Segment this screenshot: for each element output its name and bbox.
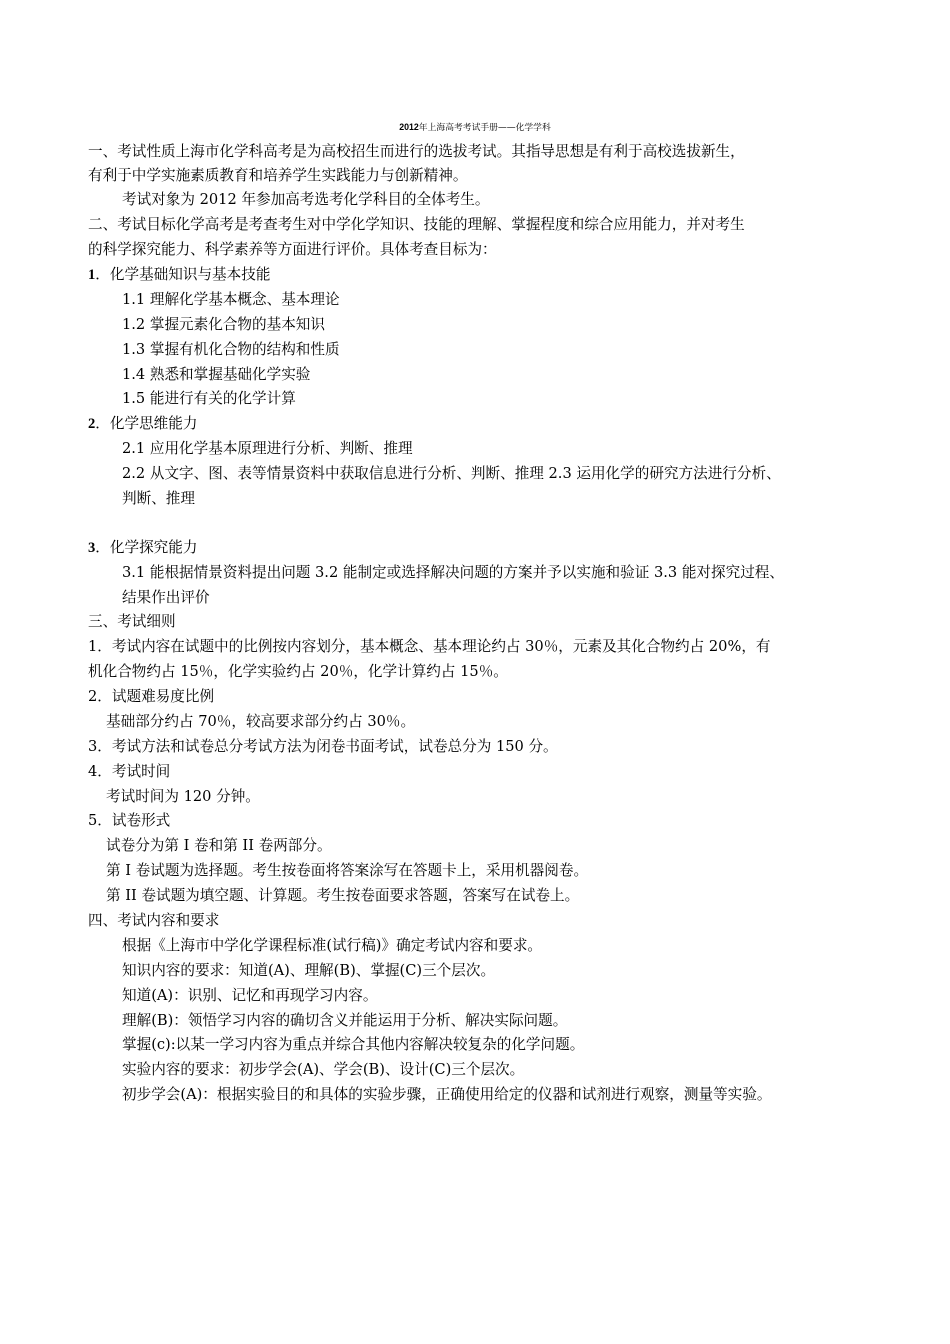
sec3-p1a: 1．考试内容在试题中的比例按内容划分，基本概念、基本理论约占 30％，元素及其化合物约占 20%，有 [88, 638, 771, 655]
sec4-line5: 掌握(c):以某一学习内容为重点并综合其他内容解决较复杂的化学问题。 [122, 1036, 585, 1053]
sec1-line3: 考试对象为 2012 年参加高考选考化学科目的全体考生。 [122, 191, 490, 208]
sec2-line1: 二、考试目标化学高考是考查考生对中学化学知识、技能的理解、掌握程度和综合应用能力，并对考生 [88, 216, 745, 233]
sec3-p3: 3．考试方法和试卷总分考试方法为闭卷书面考试，试卷总分为 150 分。 [88, 738, 558, 755]
goal1-item3: 1.3 掌握有机化合物的结构和性质 [122, 341, 340, 358]
goal1-heading [88, 265, 270, 285]
sec4-line3: 知道(A)：识别、记忆和再现学习内容。 [122, 987, 378, 1004]
goal3-item1b: 结果作出评价 [122, 589, 210, 606]
sec3-p5a: 试卷分为第 I 卷和第 II 卷两部分。 [106, 837, 332, 854]
sec4-line2: 知识内容的要求：知道(A)、理解(B)、掌握(C)三个层次。 [122, 962, 496, 979]
goal1-item1: 1.1 理解化学基本概念、基本理论 [122, 291, 340, 308]
sec3-p4: 4．考试时间 [88, 763, 171, 780]
sec3-p4b: 考试时间为 120 分钟。 [106, 788, 260, 805]
sec4-line4: 理解(B)：领悟学习内容的确切含义并能运用于分析、解决实际问题。 [122, 1012, 568, 1029]
sec3-p2b: 基础部分约占 70％，较高要求部分约占 30％。 [106, 713, 416, 730]
goal1-number: 1 [88, 267, 96, 283]
goal1-item4: 1.4 熟悉和掌握基础化学实验 [122, 366, 311, 383]
sec4-line7: 初步学会(A)：根据实验目的和具体的实验步骤，正确使用给定的仪器和试剂进行观察，测量等实验。 [122, 1086, 772, 1103]
goal1-title: ．化学基础知识与基本技能 [95, 266, 271, 283]
goal3-number: 3 [88, 540, 96, 556]
sec2-line2: 的科学探究能力、科学素养等方面进行评价。具体考查目标为： [88, 241, 497, 258]
goal2-item2b: 判断、推理 [122, 490, 195, 507]
sec4-line6: 实验内容的要求：初步学会(A)、学会(B)、设计(C)三个层次。 [122, 1061, 525, 1078]
goal3-title: ．化学探究能力 [95, 539, 198, 556]
goal2-number: 2 [88, 416, 96, 432]
goal2-item2a: 2.2 从文字、图、表等情景资料中获取信息进行分析、判断、推理 2.3 运用化学的研究方法进行分析、 [122, 465, 781, 482]
sec3-heading: 三、考试细则 [88, 613, 176, 630]
sec3-p5b: 第 I 卷试题为选择题。考生按卷面将答案涂写在答题卡上，采用机器阅卷。 [106, 862, 589, 879]
sec3-p5: 5．试卷形式 [88, 812, 171, 829]
goal3-heading [88, 538, 197, 558]
goal1-item2: 1.2 掌握元素化合物的基本知识 [122, 316, 325, 333]
goal2-title: ．化学思维能力 [95, 415, 198, 432]
goal2-item1: 2.1 应用化学基本原理进行分析、判断、推理 [122, 440, 413, 457]
document-title [0, 116, 950, 139]
title-year: 2012 [399, 122, 419, 132]
goal2-heading [88, 414, 197, 434]
sec4-heading: 四、考试内容和要求 [88, 912, 220, 929]
sec1-line2: 有利于中学实施素质教育和培养学生实践能力与创新精神。 [88, 167, 468, 184]
title-text: 年上海高考考试手册——化学学科 [418, 123, 551, 133]
sec3-p5c: 第 II 卷试题为填空题、计算题。考生按卷面要求答题，答案写在试卷上。 [106, 887, 580, 904]
sec3-p1b: 机化合物约占 15％，化学实验约占 20％，化学计算约占 15％。 [88, 663, 508, 680]
sec3-p2: 2．试题难易度比例 [88, 688, 215, 705]
sec4-line1: 根据《上海市中学化学课程标准(试行稿)》确定考试内容和要求。 [122, 937, 543, 954]
goal1-item5: 1.5 能进行有关的化学计算 [122, 390, 296, 407]
sec1-line1: 一、考试性质上海市化学科高考是为高校招生而进行的选拔考试。其指导思想是有利于高校选拔新生， [88, 143, 745, 160]
goal3-item1a: 3.1 能根据情景资料提出问题 3.2 能制定或选择解决问题的方案并予以实施和验证 3.3 能对探究过程、 [122, 564, 784, 581]
